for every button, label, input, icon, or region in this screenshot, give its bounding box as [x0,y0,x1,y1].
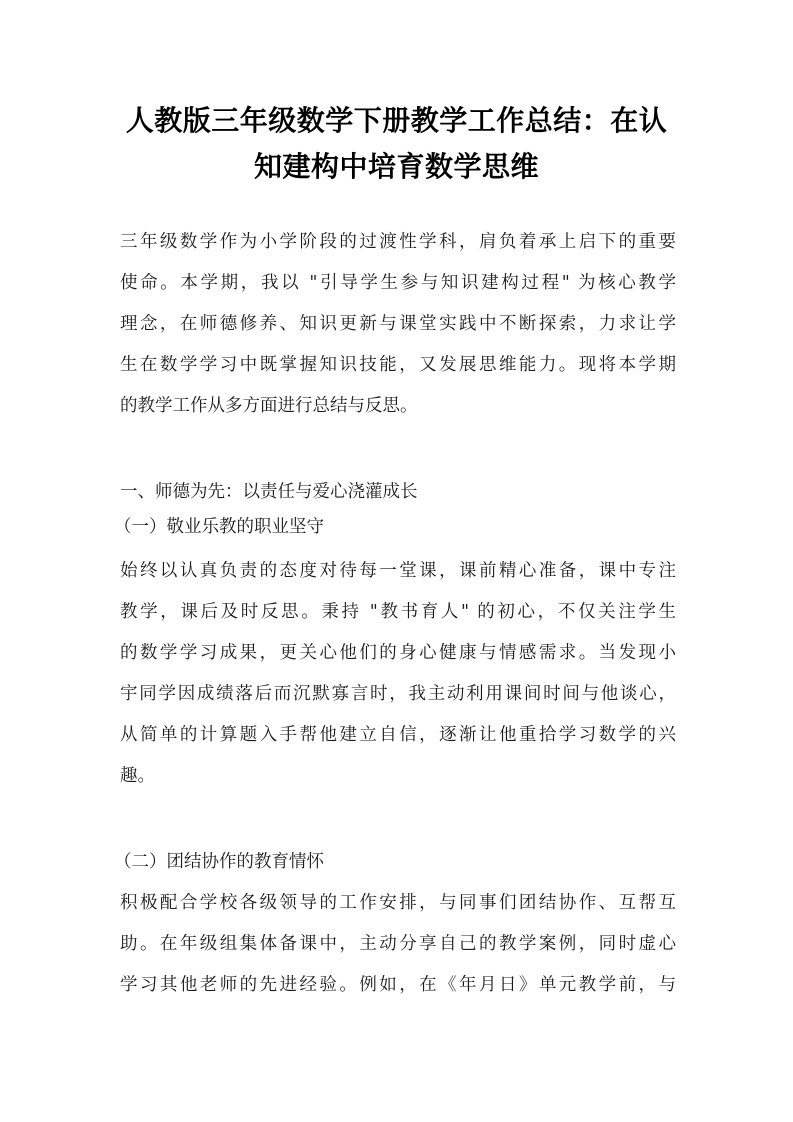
paragraph-line: 教学，课后及时反思。秉持 "教书育人" 的初心，不仅关注学生 [120,602,676,622]
paragraph-line: 始终以认真负责的态度对待每一堂课，课前精心准备，课中专注 [120,561,676,581]
intro-line: 理念，在师德修养、知识更新与课堂实践中不断探索，力求让学 [120,314,676,334]
paragraph-line: 学习其他老师的先进经验。例如，在《年月日》单元教学前，与 [120,975,676,995]
subsection-1-2-paragraph [120,883,676,1006]
intro-line: 的教学工作从多方面进行总结与反思。 [120,396,418,416]
intro-paragraph [120,222,676,427]
intro-line: 使命。本学期，我以 "引导学生参与知识建构过程" 为核心教学 [120,273,676,293]
paragraph-line: 从简单的计算题入手帮他建立自信，逐渐让他重拾学习数学的兴 [120,725,676,745]
subsection-1-1-paragraph [120,551,676,797]
paragraph-line: 助。在年级组集体备课中，主动分享自己的教学案例，同时虚心 [120,934,676,954]
paragraph-line: 的数学学习成果，更关心他们的身心健康与情感需求。当发现小 [120,643,676,663]
title-line-2: 知建构中培育数学思维 [253,150,539,183]
subsection-heading-1-1: （一）敬业乐教的职业坚守 [114,517,324,537]
intro-line: 生在数学学习中既掌握知识技能，又发展思维能力。现将本学期 [120,355,676,375]
paragraph-line: 宇同学因成绩落后而沉默寡言时，我主动利用课间时间与他谈心， [120,684,676,704]
paragraph-line: 积极配合学校各级领导的工作安排，与同事们团结协作、互帮互 [120,893,676,913]
subsection-heading-1-2: （二）团结协作的教育情怀 [114,852,324,872]
title-line-1: 人教版三年级数学下册教学工作总结：在认 [125,104,668,137]
paragraph-line: 趣。 [120,766,155,786]
document-title [100,98,693,190]
intro-line: 三年级数学作为小学阶段的过渡性学科，肩负着承上启下的重要 [120,232,676,252]
section-heading-1: 一、师德为先：以责任与爱心浇灌成长 [120,482,418,502]
